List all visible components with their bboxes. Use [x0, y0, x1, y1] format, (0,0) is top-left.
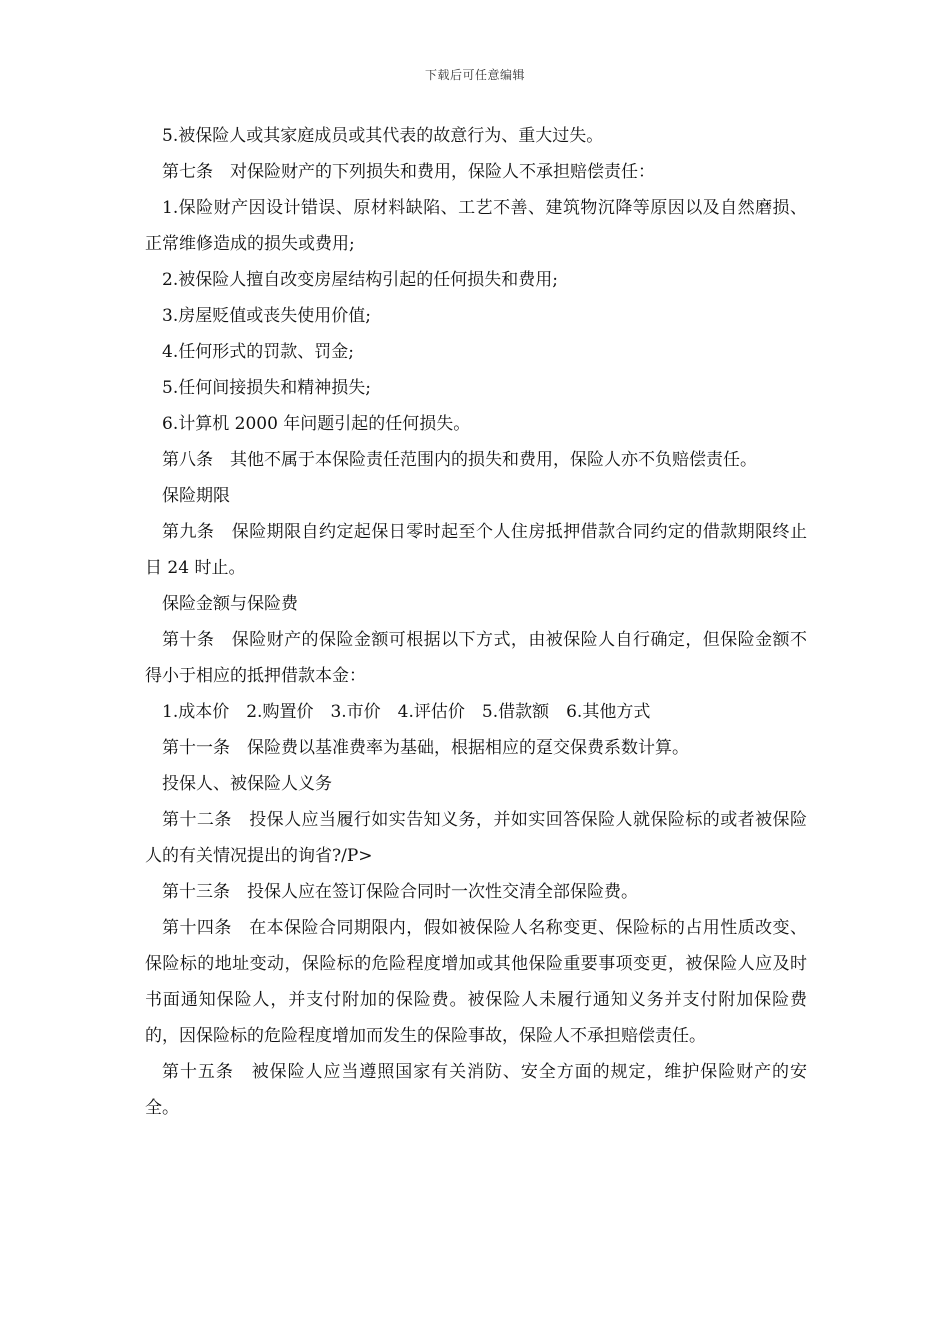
section-heading-obligations: 投保人、被保险人义务 — [162, 774, 332, 794]
paragraph-article-15: 第十五条 被保险人应当遵照国家有关消防、安全方面的规定，维护保险财产的安全。 — [145, 1062, 807, 1118]
paragraph-article-10: 第十条 保险财产的保险金额可根据以下方式，由被保险人自行确定，但保险金额不得小于相应的抵押借款本金： — [145, 630, 807, 686]
paragraph-article-11: 第十一条 保险费以基准费率为基础，根据相应的趸交保费系数计算。 — [162, 738, 689, 758]
paragraph-article-9: 第九条 保险期限自约定起保日零时起至个人住房抵押借款合同约定的借款期限终止日 24 时止。 — [145, 522, 807, 578]
paragraph-article-7: 第七条 对保险财产的下列损失和费用，保险人不承担赔偿责任： — [162, 162, 655, 182]
paragraph-article-13: 第十三条 投保人应在签订保险合同时一次性交清全部保险费。 — [162, 882, 638, 902]
paragraph-article-14: 第十四条 在本保险合同期限内，假如被保险人名称变更、保险标的占用性质改变、保险标的地址变动，保险标的危险程度增加或其他保险重要事项变更，被保险人应及时书面通知保险人，并支付附加的保险费。被保险人未履行通知义务并支付附加保险费的，因保险标的危险程度增加而发生的保险事故，保险人不承担赔偿责任。 — [145, 918, 807, 1046]
paragraph-clause-item-5: 5.被保险人或其家庭成员或其代表的故意行为、重大过失。 — [162, 126, 604, 146]
paragraph-article-7-item-2: 2.被保险人擅自改变房屋结构引起的任何损失和费用; — [162, 270, 558, 290]
section-heading-insurance-period: 保险期限 — [162, 486, 230, 506]
paragraph-article-7-item-1: 1.保险财产因设计错误、原材料缺陷、工艺不善、建筑物沉降等原因以及自然磨损、正常维修造成的损失或费用; — [145, 198, 807, 254]
paragraph-article-7-item-3: 3.房屋贬值或丧失使用价值; — [162, 306, 371, 326]
page-header: 下载后可任意编辑 — [424, 68, 525, 82]
paragraph-article-12: 第十二条 投保人应当履行如实告知义务，并如实回答保险人就保险标的或者被保险人的有关情况提出的询省?/P> — [145, 810, 807, 866]
document-body — [145, 118, 807, 1126]
paragraph-article-10-options: 1.成本价 2.购置价 3.市价 4.评估价 5.借款额 6.其他方式 — [162, 702, 651, 722]
paragraph-article-8: 第八条 其他不属于本保险责任范围内的损失和费用，保险人亦不负赔偿责任。 — [162, 450, 757, 470]
paragraph-article-7-item-6: 6.计算机 2000 年问题引起的任何损失。 — [162, 414, 471, 434]
paragraph-article-7-item-5: 5.任何间接损失和精神损失; — [162, 378, 371, 398]
section-heading-amount-and-premium: 保险金额与保险费 — [162, 594, 298, 614]
paragraph-article-7-item-4: 4.任何形式的罚款、罚金; — [162, 342, 354, 362]
